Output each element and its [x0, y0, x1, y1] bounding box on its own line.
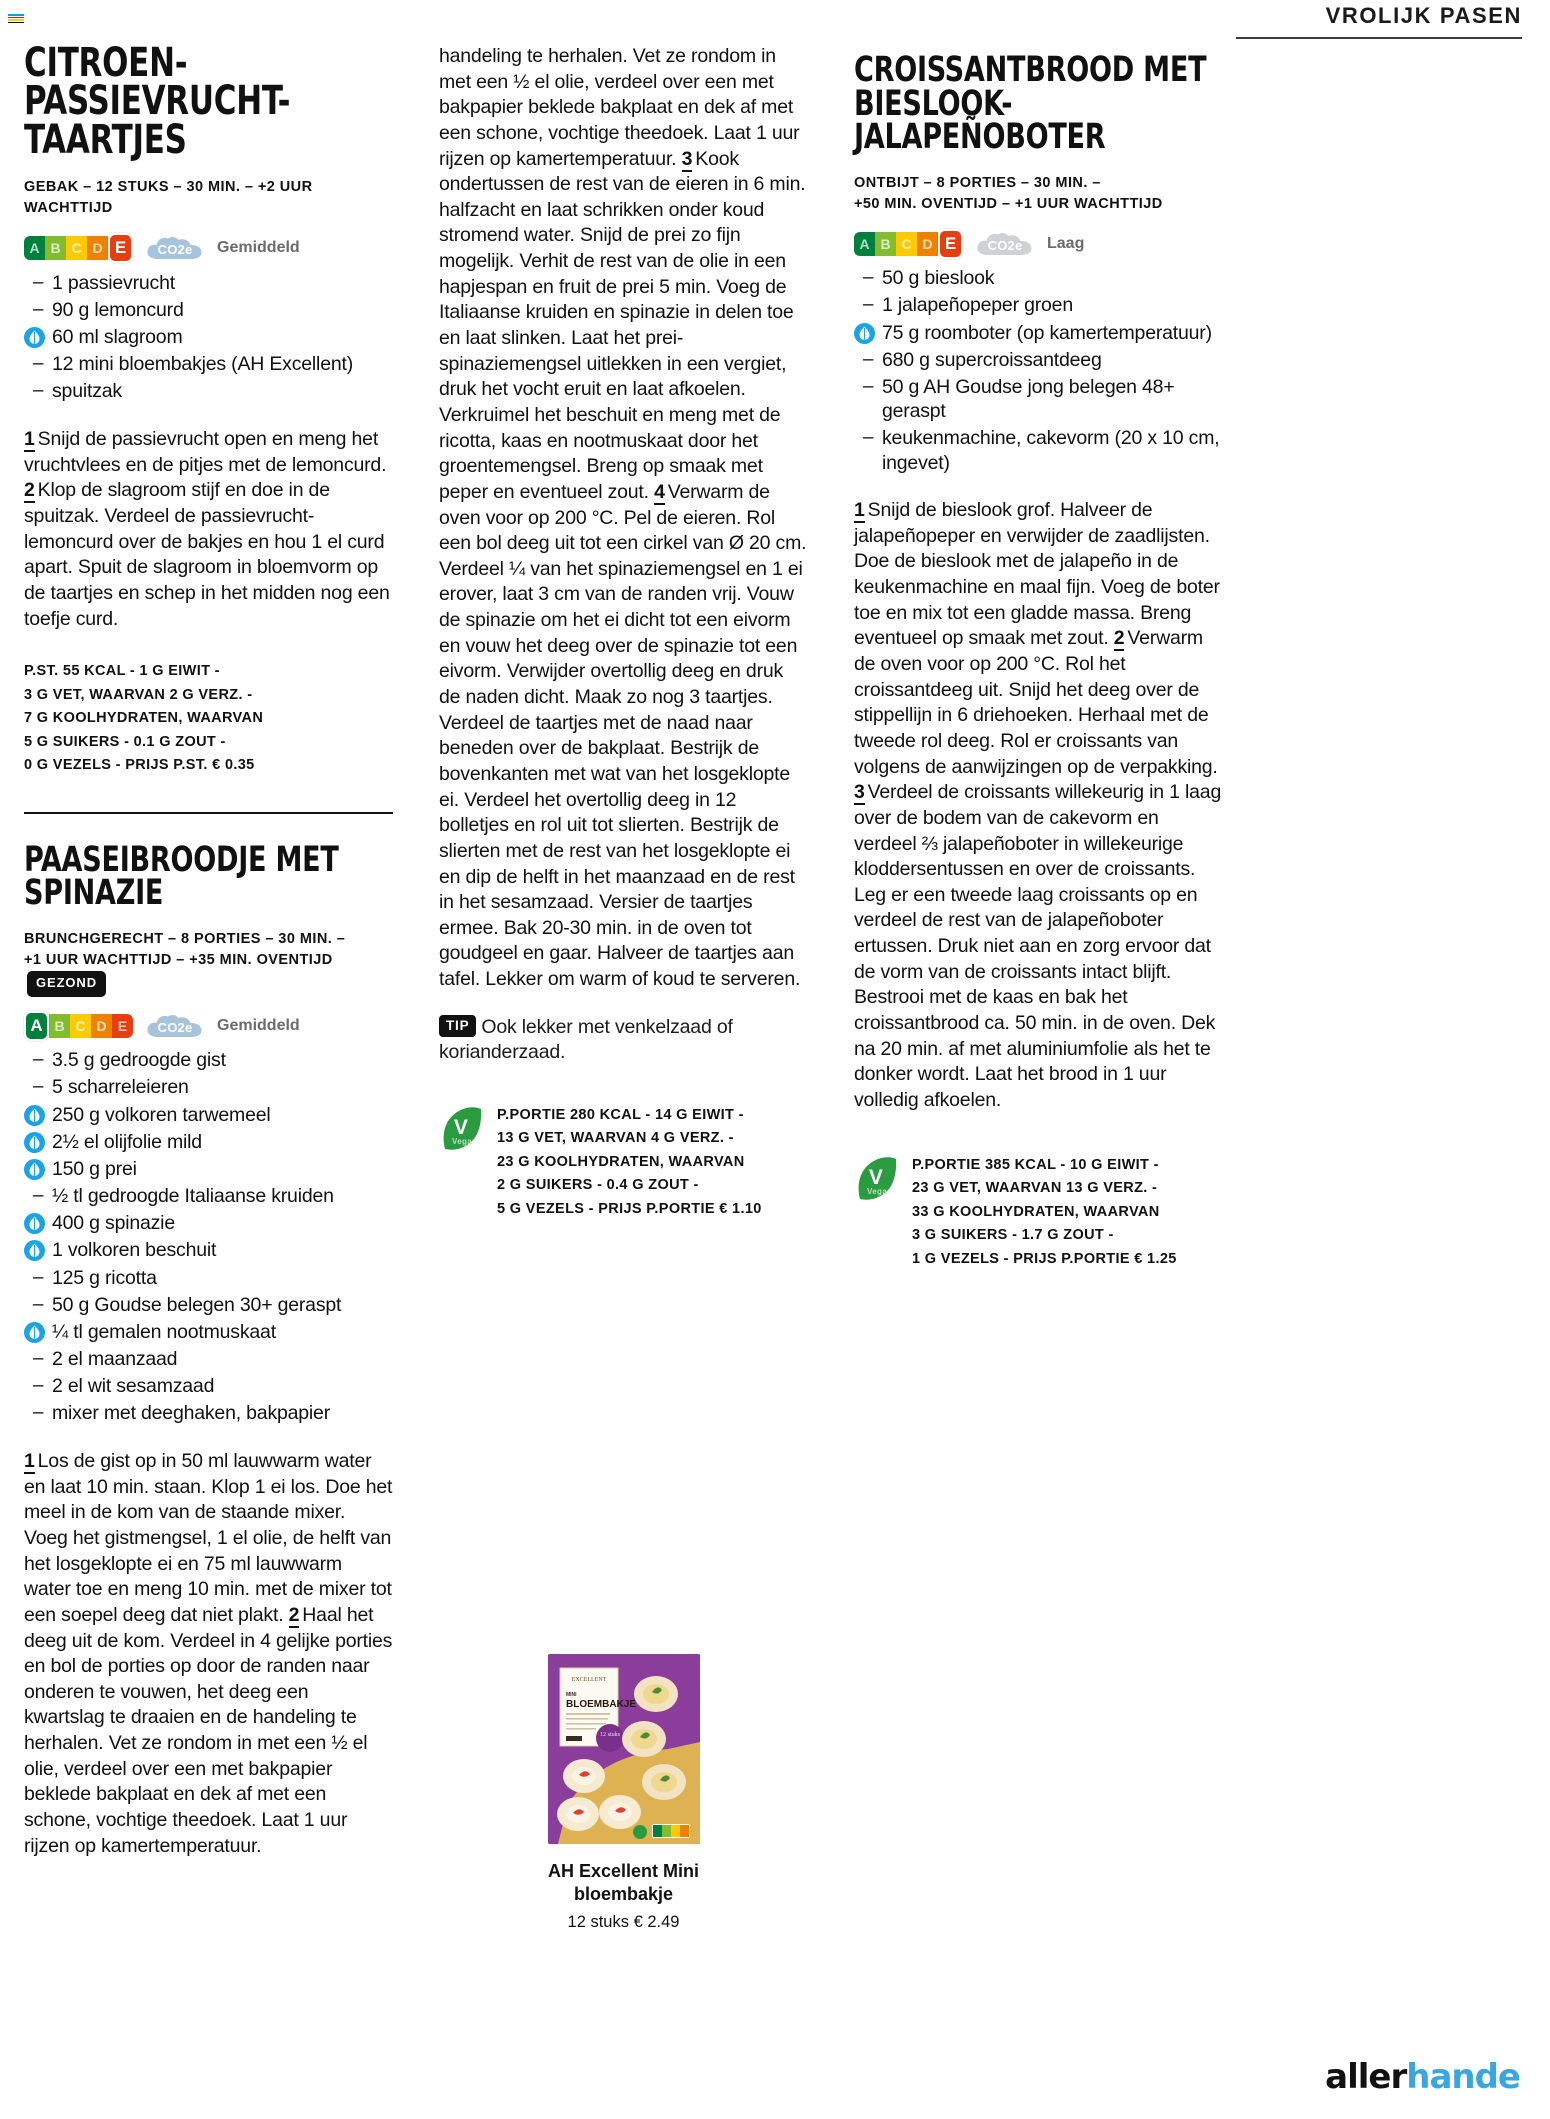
ingredient-text: 2 el maanzaad — [52, 1348, 178, 1371]
recipe-citroen-passievrucht-taartjes — [24, 40, 393, 778]
dash-icon: – — [862, 427, 874, 449]
step-number: 2 — [1113, 627, 1125, 650]
nutriscore-b: B — [49, 1014, 70, 1038]
column-left — [24, 40, 393, 2119]
list-item — [854, 346, 1223, 373]
ah-product-icon — [24, 1103, 52, 1126]
nutrition-line: P.ST. 55 KCAL - 1 G EIWIT - — [24, 663, 220, 680]
list-item — [24, 1237, 393, 1264]
step-number: 4 — [654, 480, 665, 503]
product-name — [439, 1860, 808, 1907]
nutrition-line: 23 G KOOLHYDRATEN, WAARVAN — [497, 1153, 745, 1170]
step-number: 3 — [681, 147, 693, 170]
three-column-layout — [24, 40, 1526, 2119]
svg-text:BLOEMBAKJE: BLOEMBAKJE — [565, 1699, 636, 1710]
co2e-label: CO2e — [157, 1019, 193, 1035]
list-item — [854, 425, 1223, 476]
list-item — [854, 265, 1223, 292]
nutrition-line: 13 G VET, WAARVAN 4 G VERZ. - — [497, 1130, 734, 1147]
ingredient-text: 75 g roomboter (op kamertemperatuur) — [882, 321, 1212, 344]
list-item — [24, 1400, 393, 1427]
product-name-line1: AH Excellent Mini — [547, 1861, 700, 1881]
nutrition-line: 1 G VEZELS - PRIJS P.PORTIE € 1.25 — [912, 1250, 1177, 1267]
step-number: 2 — [288, 1603, 300, 1626]
ingredient-text: 150 g prei — [52, 1157, 137, 1180]
step-number: 1 — [854, 499, 865, 522]
ah-product-icon — [24, 1157, 52, 1180]
co2e-label: CO2e — [157, 242, 193, 258]
recipe-meta-line2: +50 MIN. OVENTIJD – +1 UUR WACHTTIJD — [854, 195, 1163, 212]
dash-icon: – — [32, 1293, 44, 1315]
allerhande-logo — [1325, 2057, 1520, 2097]
list-item — [854, 319, 1223, 346]
ingredient-text: 50 g bieslook — [882, 267, 995, 290]
list-item — [24, 1101, 393, 1128]
logo-text-aller: aller — [1325, 2057, 1407, 2097]
nutrition-line: 7 G KOOLHYDRATEN, WAARVAN — [24, 710, 264, 727]
nutriscore-badge — [24, 235, 133, 261]
step-number: 3 — [854, 781, 865, 804]
dash-icon: – — [32, 1049, 44, 1071]
dash-icon: – — [32, 1402, 44, 1424]
vega-leaf-icon — [854, 1154, 898, 1202]
ingredient-text: 1 volkoren beschuit — [52, 1239, 217, 1262]
recipe-meta-line2: +1 UUR WACHTTIJD – +35 MIN. OVENTIJD — [24, 951, 333, 968]
step-text-overflow: handeling te herhalen. Vet ze rondom in met een ½ el olie, verdeel over een met bakpapier beklede bakplaat en dek af met een schone, vochtige theedoek. Laat 1 uur rijzen op kamertemperatuur. — [439, 45, 800, 170]
nutrition-line: 33 G KOOLHYDRATEN, WAARVAN — [912, 1203, 1160, 1220]
nutrition-line: P.PORTIE 385 KCAL - 10 G EIWIT - — [912, 1156, 1159, 1173]
nutriscore-e-active: E — [108, 233, 133, 263]
list-item — [24, 1128, 393, 1155]
recipe-meta — [854, 173, 1223, 215]
list-item — [854, 292, 1223, 319]
recipe-meta: GEBAK – 12 STUKS – 30 MIN. – +2 UUR WACHTTIJD — [24, 179, 313, 217]
recipe-title: CROISSANTBROOD MET BIESLOOK-JALAPEÑOBOTER — [854, 50, 1207, 158]
nutrition-line: 5 G VEZELS - PRIJS P.PORTIE € 1.10 — [497, 1200, 762, 1217]
co2e-level: Gemiddeld — [217, 239, 300, 257]
column-right — [854, 44, 1223, 2119]
product-card[interactable] — [439, 1654, 808, 1932]
nutrition-line: 23 G VET, WAARVAN 13 G VERZ. - — [912, 1180, 1158, 1197]
ingredient-text: mixer met deeghaken, bakpapier — [52, 1402, 330, 1425]
nutriscore-d: D — [917, 232, 938, 256]
list-item — [24, 1210, 393, 1237]
ingredient-text: 50 g AH Goudse jong belegen 48+ geraspt — [882, 376, 1175, 423]
product-price: 12 stuks € 2.49 — [567, 1912, 680, 1931]
recipe-steps — [854, 498, 1223, 1113]
recipe-steps-continued — [439, 44, 808, 993]
dash-icon: – — [32, 298, 44, 320]
co2e-label: CO2e — [987, 237, 1023, 253]
nutriscore-a: A — [24, 236, 45, 260]
ingredient-list — [24, 269, 393, 405]
step-text: Haal het deeg uit de kom. Verdeel in 4 gelijke porties en bol de porties op door de randen naar onderen te vouwen, het deeg een kwartslag te draaien en de handeling te herhalen. Vet ze rondom in met een ½ el olie, verdeel over een met bakpapier beklede bakplaat en dek af met een schone, vochtige theedoek. Laat 1 uur rijzen op kamertemperatuur. — [24, 1603, 393, 1857]
svg-text:Vega: Vega — [866, 1186, 888, 1196]
nutriscore-e-active: E — [938, 229, 963, 259]
vega-leaf-icon — [439, 1104, 483, 1152]
nutriscore-c: C — [70, 1014, 91, 1038]
ah-product-icon — [24, 1130, 52, 1153]
ingredient-text: keukenmachine, cakevorm (20 x 10 cm, ingevet) — [882, 427, 1220, 474]
dash-icon: – — [862, 294, 874, 316]
svg-text:EXCELLENT: EXCELLENT — [571, 1677, 606, 1683]
svg-text:V: V — [453, 1115, 469, 1139]
ingredient-text: ½ tl gedroogde Italiaanse kruiden — [52, 1185, 334, 1208]
svg-text:12 stuks: 12 stuks — [599, 1732, 620, 1738]
nutriscore-a-active: A — [24, 1011, 49, 1041]
co2e-cloud-icon — [144, 235, 206, 261]
step-text: Verwarm de oven voor op 200 °C. Pel de eieren. Rol een bol deeg uit tot een cirkel van Ø 20 cm. Verdeel ¼ van het spinaziemengsel en 1 ei erover, laat 3 cm van de randen vrij. Vouw de spinazie om het ei dicht tot een eivorm en vouw het deeg over de spinazie tot een eivorm. Verwijder overtollig deeg en druk de naden dicht. Maak zo nog 3 taartjes. Verdeel de taartjes met de naad naar beneden over de bakplaat. Bestrijk de bovenkanten met wat van het losgeklopte ei. Verdeel het overtollig deeg in 12 bolletjes en rol uit tot slierten. Bestrijk de slierten met de rest van het losgeklopte ei en dip de helft in het maanzaad en de rest in het sesamzaad. Versier de taartjes ermee. Bak 20-30 min. in de oven tot goudgeel en gaar. Halveer de taartjes aan tafel. Lekker om warm of koud te serveren. — [439, 480, 807, 991]
ingredient-text: 250 g volkoren tarwemeel — [52, 1103, 271, 1126]
step-text: Verdeel de croissants willekeurig in 1 laag over de bodem van de cakevorm en verdeel ⅔ jalapeñoboter in willekeurige kloddersentussen en over de croissants. Leg er een tweede laag croissants op en verdeel de rest van de jalapeñoboter ertussen. Druk niet aan en zorg ervoor dat de vorm van de croissants intact blijft. Bestrooi met de kaas en bak het croissantbrood ca. 50 min. in de oven. Dek na 20 min. af met aluminiumfolie als het te donker wordt. Laat het brood in 1 uur volledig afkoelen. — [854, 781, 1222, 1111]
ingredient-text: ¼ tl gemalen nootmuskaat — [52, 1320, 276, 1343]
ah-product-icon — [24, 1320, 52, 1343]
nutrition-block — [854, 1154, 1223, 1271]
section-title: VROLIJK PASEN — [1236, 3, 1522, 39]
ingredient-text: 12 mini bloembakjes (AH Excellent) — [52, 353, 353, 376]
nutriscore-b: B — [45, 236, 66, 260]
ingredient-list — [854, 265, 1223, 476]
co2e-cloud-icon — [974, 231, 1036, 257]
co2e-cloud-icon — [144, 1013, 206, 1039]
ingredient-text: 50 g Goudse belegen 30+ geraspt — [52, 1293, 342, 1316]
list-item — [854, 374, 1223, 425]
list-item — [24, 351, 393, 378]
step-text: Verwarm de oven voor op 200 °C. Rol het croissantdeeg uit. Snijd het deeg over de stippellijn in 6 driehoeken. Herhaal met de tweede rol deeg. Rol er croissants van volgens de aanwijzingen op de verpakking. — [854, 627, 1218, 778]
nutriscore-c: C — [896, 232, 917, 256]
nutrition-line: 2 G SUIKERS - 0.4 G ZOUT - — [497, 1177, 699, 1194]
ah-product-icon — [24, 325, 52, 348]
recipe-paaseibroodje-met-spinazie — [24, 839, 393, 1860]
ingredient-text: 60 ml slagroom — [52, 326, 183, 349]
step-number: 2 — [24, 479, 35, 502]
recipe-title: CITROEN-PASSIEVRUCHT-TAARTJES — [24, 40, 291, 163]
score-row — [24, 233, 393, 263]
list-item — [24, 1264, 393, 1291]
nutriscore-a: A — [854, 232, 875, 256]
nutriscore-badge — [854, 231, 963, 257]
nutrition-block — [24, 660, 393, 777]
nutriscore-badge — [24, 1013, 133, 1039]
tip-row — [439, 1015, 808, 1066]
dash-icon: – — [32, 353, 44, 375]
recipe-meta-line1: ONTBIJT – 8 PORTIES – 30 MIN. – — [854, 174, 1101, 191]
tip-badge: TIP — [439, 1015, 476, 1038]
page-header — [0, 0, 1550, 44]
recipe-meta-line1: BRUNCHGERECHT – 8 PORTIES – 30 MIN. – — [24, 930, 346, 947]
dash-icon: – — [862, 267, 874, 289]
nutrition-block — [439, 1104, 808, 1221]
step-text: Kook ondertussen de rest van de eieren in 6 min. halfzacht en laat schrikken onder koud stromend water. Snijd de prei zo fijn mogelijk. Verhit de rest van de olie in een hapjespan en fruit de prei 5 min. Voeg de Italiaanse kruiden en spinazie in delen toe en laat slinken. Laat het prei-spinaziemengsel uitlekken in een vergiet, druk het vocht eruit en laat afkoelen. Verkruimel het beschuit en meng met de ricotta, kaas en nootmuskaat door het groentemengsel. Breng op smaak met peper en eventueel zout. — [439, 147, 806, 503]
ingredient-list — [24, 1047, 393, 1427]
nutrition-line: 3 G SUIKERS - 1.7 G ZOUT - — [912, 1227, 1114, 1244]
svg-text:Vega: Vega — [451, 1136, 473, 1146]
tip-text: Ook lekker met venkelzaad of korianderzaad. — [439, 1015, 733, 1064]
list-item — [24, 1318, 393, 1345]
dash-icon: – — [32, 1375, 44, 1397]
ingredient-text: 125 g ricotta — [52, 1266, 157, 1289]
nutriscore-b: B — [875, 232, 896, 256]
list-item — [24, 296, 393, 323]
ingredient-text: 5 scharreleieren — [52, 1076, 189, 1099]
dash-icon: – — [32, 1266, 44, 1288]
ingredient-text: 680 g supercroissantdeeg — [882, 348, 1102, 371]
list-item — [24, 1291, 393, 1318]
product-name-line2: bloembakje — [573, 1884, 674, 1905]
dash-icon: – — [32, 271, 44, 293]
ingredient-text: spuitzak — [52, 380, 122, 403]
nutrition-line: 5 G SUIKERS - 0.1 G ZOUT - — [24, 733, 226, 750]
product-image — [548, 1654, 700, 1844]
nutrition-line: 3 G VET, WAARVAN 2 G VERZ. - — [24, 686, 253, 703]
list-item — [24, 269, 393, 296]
list-item — [24, 1047, 393, 1074]
nutrition-line: 0 G VEZELS - PRIJS P.ST. € 0.35 — [24, 757, 255, 774]
print-registration-marks-icon — [8, 14, 24, 23]
dash-icon: – — [32, 1348, 44, 1370]
recipe-croissantbrood-met-bieslook-jalapenoboter — [854, 50, 1223, 1271]
step-text: Snijd de bieslook grof. Halveer de jalapeñopeper en verwijder de zaadlijsten. Doe de bieslook met de jalapeño in de keukenmachine en maal fijn. Voeg de boter toe en mix tot een gladde massa. Breng eventueel op smaak met zout. — [854, 499, 1220, 650]
svg-text:MINI: MINI — [565, 1692, 577, 1698]
nutrition-line: P.PORTIE 280 KCAL - 14 G EIWIT - — [497, 1106, 744, 1123]
nutriscore-c: C — [66, 236, 87, 260]
ingredient-text: 400 g spinazie — [52, 1212, 175, 1235]
ah-product-icon — [854, 321, 882, 344]
ingredient-text: 1 passievrucht — [52, 271, 175, 294]
recipe-meta — [24, 929, 393, 997]
ingredient-text: 2½ el olijfolie mild — [52, 1130, 202, 1153]
ingredient-text: 90 g lemoncurd — [52, 298, 184, 321]
ah-product-icon — [24, 1211, 52, 1234]
score-row — [24, 1011, 393, 1041]
list-item — [24, 1183, 393, 1210]
step-text: Snijd de passievrucht open en meng het vruchtvlees en de pitjes met de lemoncurd. — [24, 428, 387, 476]
list-item — [24, 1346, 393, 1373]
nutriscore-d: D — [91, 1014, 112, 1038]
list-item — [24, 1155, 393, 1182]
section-divider — [24, 812, 393, 814]
recipe-steps-part1 — [24, 1449, 393, 1859]
step-text: Los de gist op in 50 ml lauwwarm water en laat 10 min. staan. Klop 1 ei los. Doe het meel in de kom van de staande mixer. Voeg het gistmengsel, 1 el olie, de helft van het losgeklopte ei en 75 ml lauwwarm water toe en meng 10 min. met de mixer tot een soepel deeg dat niet plakt. — [24, 1450, 393, 1626]
ah-product-icon — [24, 1238, 52, 1261]
step-text: Klop de slagroom stijf en doe in de spuitzak. Verdeel de passievrucht-lemoncurd over de bakjes en hou 1 el curd apart. Spuit de slagroom in bloemvorm op de taartjes en schep in het midden nog een toefje curd. — [24, 479, 390, 630]
recipe-title: PAASEIBROODJE MET SPINAZIE — [24, 839, 339, 914]
ingredient-text: 1 jalapeñopeper groen — [882, 294, 1073, 317]
list-item — [24, 324, 393, 351]
co2e-level: Laag — [1047, 234, 1085, 252]
recipe-steps — [24, 427, 393, 632]
dash-icon: – — [32, 1185, 44, 1207]
logo-text-hande: hande — [1406, 2057, 1520, 2097]
step-number: 1 — [24, 1450, 35, 1473]
dash-icon: – — [862, 348, 874, 370]
co2e-level: Gemiddeld — [217, 1016, 300, 1034]
health-badge: GEZOND — [27, 971, 106, 997]
list-item — [24, 1373, 393, 1400]
nutriscore-e: E — [112, 1014, 133, 1038]
list-item — [24, 1074, 393, 1101]
nutriscore-d: D — [87, 236, 108, 260]
svg-text:V: V — [868, 1165, 884, 1189]
dash-icon: – — [32, 1076, 44, 1098]
ingredient-text: 3.5 g gedroogde gist — [52, 1049, 226, 1072]
dash-icon: – — [32, 380, 44, 402]
step-number: 1 — [24, 428, 35, 451]
score-row — [854, 229, 1223, 259]
list-item — [24, 378, 393, 405]
column-middle — [439, 44, 808, 2119]
dash-icon: – — [862, 376, 874, 397]
ingredient-text: 2 el wit sesamzaad — [52, 1375, 215, 1398]
